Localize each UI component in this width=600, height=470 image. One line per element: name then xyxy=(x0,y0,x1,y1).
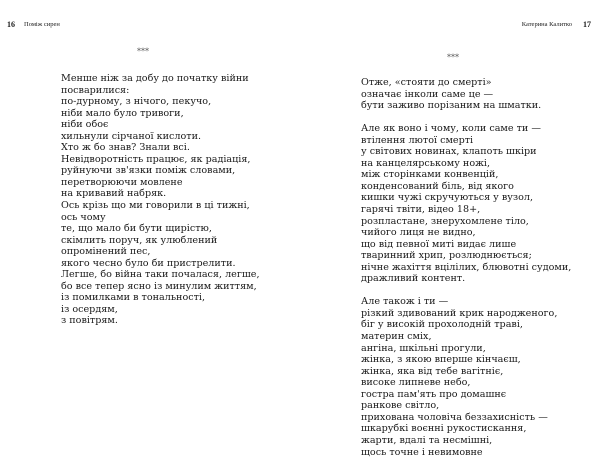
poem-line: шкарубкі воєнні рукостискання, xyxy=(361,423,527,435)
poem-line: щось точне і невимовне xyxy=(361,446,483,458)
running-header-right: Катерина Калитко xyxy=(521,21,572,28)
stanza-gap xyxy=(361,112,571,124)
poem-line: Але також і ти — xyxy=(361,296,449,308)
poem-line: втілення лютої смерті xyxy=(361,134,474,146)
poem-line: жінка, з якою вперше кінчаєш, xyxy=(361,354,521,366)
poem-line: розпластане, знерухомлене тіло, xyxy=(361,215,529,227)
poem-line: прихована чоловіча беззахисність — xyxy=(361,411,548,423)
poem-text-right xyxy=(361,77,571,458)
poem-line: гарячі твіти, відео 18+, xyxy=(361,204,481,216)
poem-line: з повітрям. xyxy=(61,315,118,327)
poem-line: ніби мало було тривоги, xyxy=(61,107,184,119)
poem-line: Менше ніж за добу до початку війни xyxy=(61,73,249,84)
poem-line: по-дурному, з нічого, пекучо, xyxy=(61,96,212,108)
page-number-right: 17 xyxy=(583,20,591,29)
poem-line: Невідворотність працює, як радіація, xyxy=(61,153,251,165)
poem-line: Легше, бо війна таки почалася, легше, xyxy=(61,269,260,281)
poem-line: тваринний хрип, розлюднюється; xyxy=(361,250,532,262)
poem-line: перетворюючи мовлене xyxy=(61,176,183,188)
poem-line: руйнуючи зв'язки поміж словами, xyxy=(61,165,236,177)
section-separator: *** xyxy=(447,53,459,62)
poem-line: чийого лиця не видно, xyxy=(361,227,476,239)
poem-line: опромінений пес, xyxy=(61,246,151,258)
poem-line: із осердям, xyxy=(61,303,118,315)
poem-line: посварилися: xyxy=(61,84,130,96)
poem-line: жарти, вдалі та несмішні, xyxy=(361,434,493,446)
poem-line: Отже, «стояти до смерті» xyxy=(361,77,492,88)
poem-line: Але як воно і чому, коли саме ти — xyxy=(361,123,541,135)
poem-line: скімлить поруч, як улюблений xyxy=(61,234,218,246)
poem-line: ангіна, шкільні прогули, xyxy=(361,342,486,354)
poem-line: жінка, яка від тебе вагітніє, xyxy=(361,365,504,377)
poem-line: ніби обоє xyxy=(61,119,109,131)
poem-line: материн сміх, xyxy=(361,331,432,343)
poem-line: нічне жахіття вцілілих, блювотні судоми, xyxy=(361,261,572,273)
poem-line: що від певної миті видає лише xyxy=(361,238,517,250)
poem-line: ранкове світло, xyxy=(361,400,440,412)
poem-line: у світових новинах, клапоть шкіри xyxy=(361,146,537,158)
poem-line: те, що мало би бути щирістю, xyxy=(61,223,212,235)
poem-line: на канцелярському ножі, xyxy=(361,157,491,169)
stanza-gap xyxy=(361,285,571,297)
poem-line: бо все тепер ясно із минулим життям, xyxy=(61,280,257,292)
poem-line: якого чесно було би пристрелити. xyxy=(61,257,236,269)
poem-line: різкий здивований крик народженого, xyxy=(361,307,558,319)
poem-line: біг у високій прохолодній траві, xyxy=(361,319,523,331)
poem-line: Ось крізь що ми говорили в ці тижні, xyxy=(61,200,250,212)
poem-line: на кривавий набряк. xyxy=(61,188,167,200)
section-separator: *** xyxy=(137,47,149,56)
poem-line: дражливий контент. xyxy=(361,273,466,285)
page-number-left: 16 xyxy=(7,20,15,29)
poem-line: Хто ж бо знав? Знали всі. xyxy=(61,142,190,154)
running-header-left: Поміж сирен xyxy=(24,21,60,28)
poem-line: високе липневе небо, xyxy=(361,377,471,389)
poem-line: ось чому xyxy=(61,211,106,223)
poem-line: кишки чужі скручуються у вузол, xyxy=(361,192,534,204)
poem-line: із помилками в тональності, xyxy=(61,292,206,304)
poem-line: конденсований біль, від якого xyxy=(361,180,514,192)
poem-line: хильнули сірчаної кислоти. xyxy=(61,130,202,142)
poem-text-left xyxy=(61,73,260,327)
poem-line: означає інколи саме це — xyxy=(361,88,494,100)
poem-line: гостра пам'ять про домашнє xyxy=(361,388,507,400)
poem-line: між сторінками конвенцій, xyxy=(361,169,499,181)
poem-line: бути заживо порізаним на шматки. xyxy=(361,100,542,112)
